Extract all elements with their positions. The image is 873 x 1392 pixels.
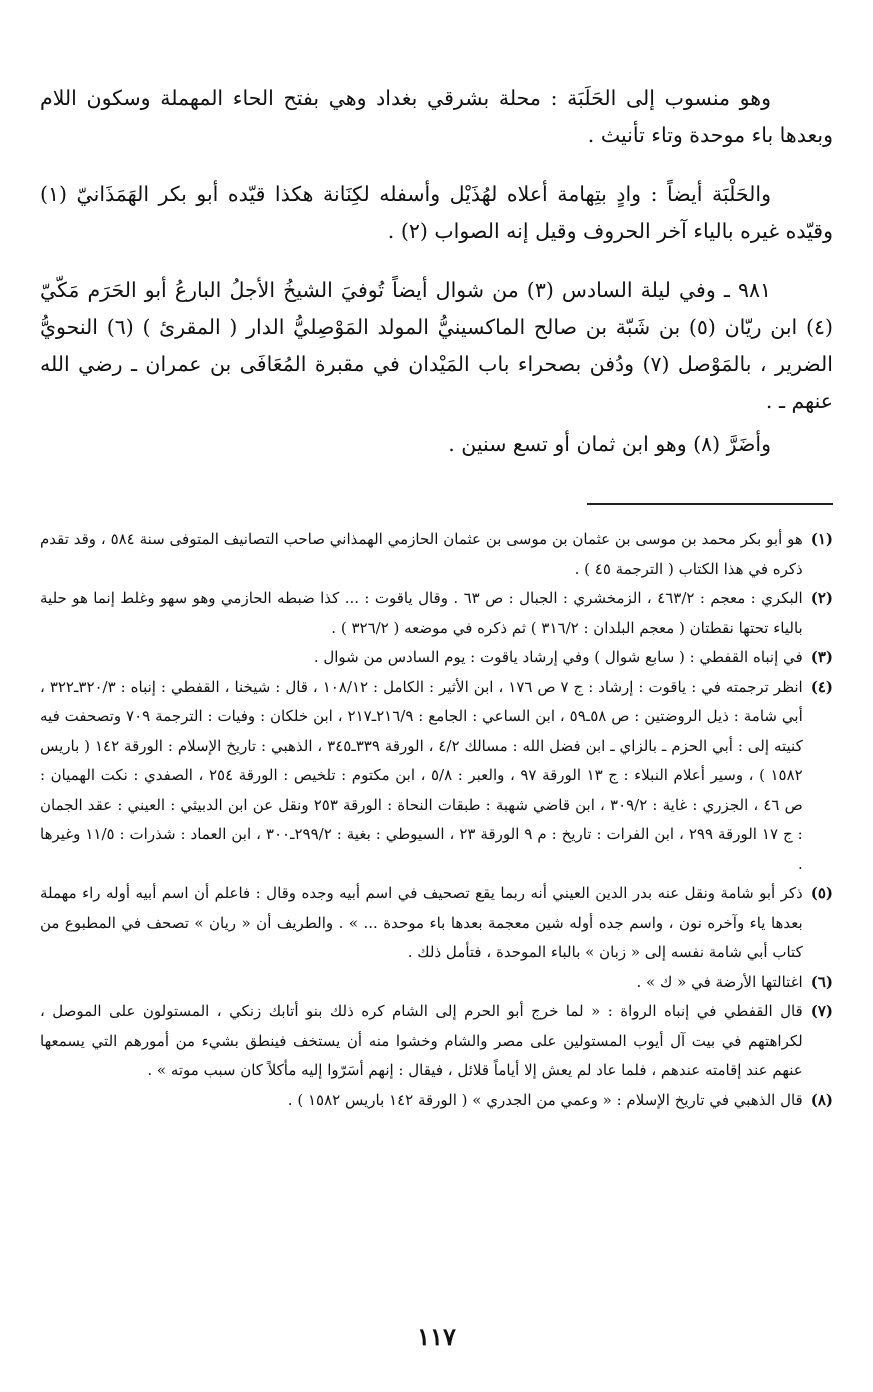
footnote-number: (٧) (810, 1002, 833, 1020)
footnote-number: (٢) (810, 589, 833, 607)
footnote-text: ذكر أبو شامة ونقل عنه بدر الدين العيني أنه ربما يقع تصحيف في اسم أبيه وجده وقال : فاعلم أن اسم أبيه أوله راء مهملة بعدها ياء وآخره نون ، واسم جده أوله شين معجمة بعدها باء موحدة ... » . والطريف أن « ريان » تصحف في المطبوع من كتاب أبي شامة نفسه إلى « زبان » بالباء الموحدة ، فتأمل ذلك . (40, 884, 803, 961)
footnote-text: انظر ترجمته في : ياقوت : إرشاد : ج ٧ ص ١٧٦ ، ابن الأثير : الكامل : ١٠٨/١٢ ، قال : شيخنا ، القفطي : إنباه : ٣٢٠/٣ـ٣٢٢ ، أبي شامة : ذيل الروضتين : ص ٥٨ـ٥٩ ، ابن الساعي : الجامع : ٢١٦/٩ـ٢١٧ ، ابن خلكان : وفيات : الترجمة ٧٠٩ وتصحفت فيه كنيته إلى : أبي الحزم ـ بالزاي ـ ابن فضل الله : مسالك ٤/٢ ، الورقة ٣٣٩ـ٣٤٥ ، الذهبي : تاريخ الإسلام : الورقة ١٤٢ ( باريس ١٥٨٢ ) ، وسير أعلام النبلاء : ج ١٣ الورقة ٩٧ ، والعبر : ٥/٨ ، ابن مكتوم : تلخيص : الورقة ٢٥٤ ، الصفدي : نكت الهميان : ص ٤٦ ، الجزري : غاية : ٣٠٩/٢ ، ابن قاضي شهبة : طبقات النحاة : الورقة ٢٥٣ ونقل عن ابن الدبيثي : العيني : عقد الجمان : ج ١٧ الورقة ٢٩٩ ، ابن الفرات : تاريخ : م ٩ الورقة ٢٣ ، السيوطي : بغية : ٢٩٩/٢ـ٣٠٠ ، ابن العماد : شذرات : ١١/٥ وغيرها . (40, 677, 803, 873)
footnote-4 (40, 673, 833, 880)
footnote-2 (40, 584, 833, 643)
page-number: ١١٧ (417, 1322, 456, 1351)
footnote-number: (٨) (810, 1090, 833, 1109)
footnote-text: البكري : معجم : ٤٦٣/٢ ، الزمخشري : الجبال : ص ٦٣ . وقال ياقوت : ... كذا ضبطه الحازمي وهو سهو وغلط إنما هو حلية بالياء تحتها نقطتان ( معجم البلدان : ٣١٦/٢ ) ثم ذكره في موضعه ( ٣٢٦/٢ ) . (40, 589, 803, 637)
footnote-3 (40, 643, 833, 673)
footnote-number: (٥) (810, 884, 833, 902)
footnote-number: (١) (810, 530, 833, 548)
footnote-1 (40, 525, 833, 584)
footnote-text: هو أبو بكر محمد بن موسى بن عثمان بن موسى بن عثمان الحازمي الهمذاني صاحب التصانيف المتوفى سنة ٥٨٤ ، وقد تقدم ذكره في هذا الكتاب ( الترجمة ٤٥ ) . (40, 530, 803, 578)
footnote-number: (٦) (810, 972, 833, 991)
footnote-6 (40, 968, 833, 998)
footnote-text: اغتالتها الأرضة في « ك » . (636, 972, 803, 991)
paragraph-blindness: وأضَرَّ (٨) وهو ابن ثمان أو تسع سنين . (448, 432, 771, 456)
footnote-8 (40, 1086, 833, 1116)
footnote-text: في إنباه القفطي : ( سابع شوال ) وفي إرشاد ياقوت : يوم السادس من شوال . (313, 648, 803, 666)
footnote-number: (٣) (810, 648, 833, 666)
footnote-7 (40, 997, 833, 1086)
paragraph-halaba-tihama: والحَلْبَة أيضاً : وادٍ بتِهامة أعلاه لهُذَيْل وأسفله لكِنَانة هكذا قيّده أبو بكر الهَمَذَانيّ (١) وقيّده غيره بالياء آخر الحروف وقيل إنه الصواب (٢) . (40, 182, 833, 243)
footnote-number: (٤) (810, 677, 833, 696)
footnote-separator (587, 503, 833, 505)
paragraph-halaba-baghdad: وهو منسوب إلى الحَلَبَة : محلة بشرقي بغداد وهي بفتح الحاء المهملة وسكون اللام وبعدها باء موحدة وتاء تأنيث . (40, 86, 833, 147)
footnote-text: قال الذهبي في تاريخ الإسلام : « وعمي من الجدري » ( الورقة ١٤٢ باريس ١٥٨٢ ) . (287, 1090, 803, 1109)
footnotes (40, 525, 833, 1115)
footnote-text: قال القفطي في إنباه الرواة : « لما خرج أبو الحرم إلى الشام كره ذلك بنو أتابك زنكي ، المستولون على الموصل ، لكراهتهم في بيت آل أيوب المستولين على مصر والشام وخشوا منه أن يستخف فينطق بشيء من أمورهم التي يسمعها عنهم عند إقامته عندهم ، فلما عاد لم يعش إلا أياماً قلائل ، فيقال : إنهم أسَرّوا إليه مأكلاً كان سبب موته » . (40, 1002, 803, 1079)
main-text (40, 80, 833, 463)
paragraph-entry-981: ٩٨١ ـ وفي ليلة السادس (٣) من شوال أيضاً تُوفيَ الشيخُ الأجلُ البارعُ أبو الحَرَم مَكّيّ (٤) ابن ريّان (٥) بن شَبّة بن صالح الماكسينيُّ المولد المَوْصِليُّ الدار ( المقرئ ) (٦) النحويُّ الضرير ، بالمَوْصل (٧) ودُفن بصحراء باب المَيْدان في مقبرة المُعَافَى بن عمران ـ رضي الله عنهم ـ . (40, 278, 833, 413)
footnote-5 (40, 879, 833, 968)
